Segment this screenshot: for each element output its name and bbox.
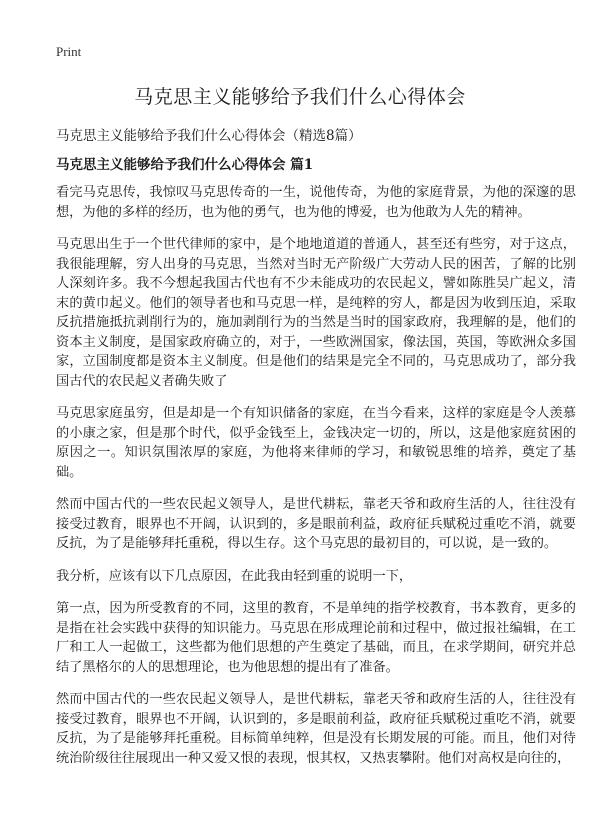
article-body <box>56 183 576 781</box>
paragraph: 马克思家庭虽穷，但是却是一个有知识储备的家庭，在当今看来，这样的家庭是令人羡慕的小康之家，但是那个时代，似乎金钱至上，金钱决定一切的，所以，这是他家庭贫困的原因之一。知识氛围浓厚的家庭，为他将来律师的学习，和敏锐思维的培养，奠定了基础。 <box>56 406 576 480</box>
paragraph: 然而中国古代的一些农民起义领导人，是世代耕耘，靠老天爷和政府生活的人，往往没有接受过教育，眼界也不开阔，认识到的，多是眼前利益，政府征兵赋税过重吃不消，就要反抗，为了是能够拜托重税，得以生存。这个马克思的最初目的，可以说，是一致的。 <box>56 497 576 551</box>
paragraph: 马克思出生于一个世代律师的家中，是个地地道道的普通人，甚至还有些穷，对于这点，我很能理解，穷人出身的马克思，当然对当时无产阶级广大劳动人民的困苦，了解的比别人深刻许多。我不今想起我国古代也有不少未能成功的农民起义，譬如陈胜吴广起义，清末的黄巾起义。他们的领导者也和马克思一样，是纯粹的穷人，都是因为收到压迫，采取反抗措施抵抗剥削行为的，施加剥削行为的当然是当时的国家政府，我理解的是，他们的资本主义制度，是国家政府确立的，对于，一些欧洲国家，像法国，英国，等欧洲众多国家，立国制度都是资本主义制度。但是他们的结果是完全不同的，马克思成功了，部分我国古代的农民起义者确失败了 <box>56 237 576 389</box>
paragraph: 看完马克思传，我惊叹马克思传奇的一生，说他传奇，为他的家庭背景，为他的深邃的思想，为他的多样的经历，也为他的勇气，也为他的博爱，也为他敢为人先的精神。 <box>56 185 576 220</box>
document-title: 马克思主义能够给予我们什么心得体会 <box>134 86 466 108</box>
document-subtitle: 马克思主义能够给予我们什么心得体会（精选8篇） <box>56 128 362 144</box>
print-link[interactable]: Print <box>56 44 82 59</box>
paragraph: 第一点，因为所受教育的不同，这里的教育，不是单纯的指学校教育，书本教育，更多的是指在社会实践中获得的知识能力。马克思在形成理论前和过程中，做过报社编辑，在工厂和工人一起做工，这些都为他们思想的产生奠定了基础，而且，在求学期间，研究并总结了黑格尔的人的思想理论，也为他思想的提出有了准备。 <box>56 601 576 675</box>
paragraph: 然而中国古代的一些农民起义领导人，是世代耕耘，靠老天爷和政府生活的人，往往没有接受过教育，眼界也不开阔，认识到的，多是眼前利益，政府征兵赋税过重吃不消，就要反抗，为了是能够拜托重税。目标简单纯粹，但是没有长期发展的可能。而且，他们对待统治阶级往往展现出一种又爱又恨的表现，恨其权，又热衷攀附。他们对高权是向往的， <box>56 692 576 766</box>
section-heading: 马克思主义能够给予我们什么心得体会 篇1 <box>56 157 314 173</box>
paragraph: 我分析，应该有以下几点原因，在此我由轻到重的说明一下， <box>56 568 413 584</box>
